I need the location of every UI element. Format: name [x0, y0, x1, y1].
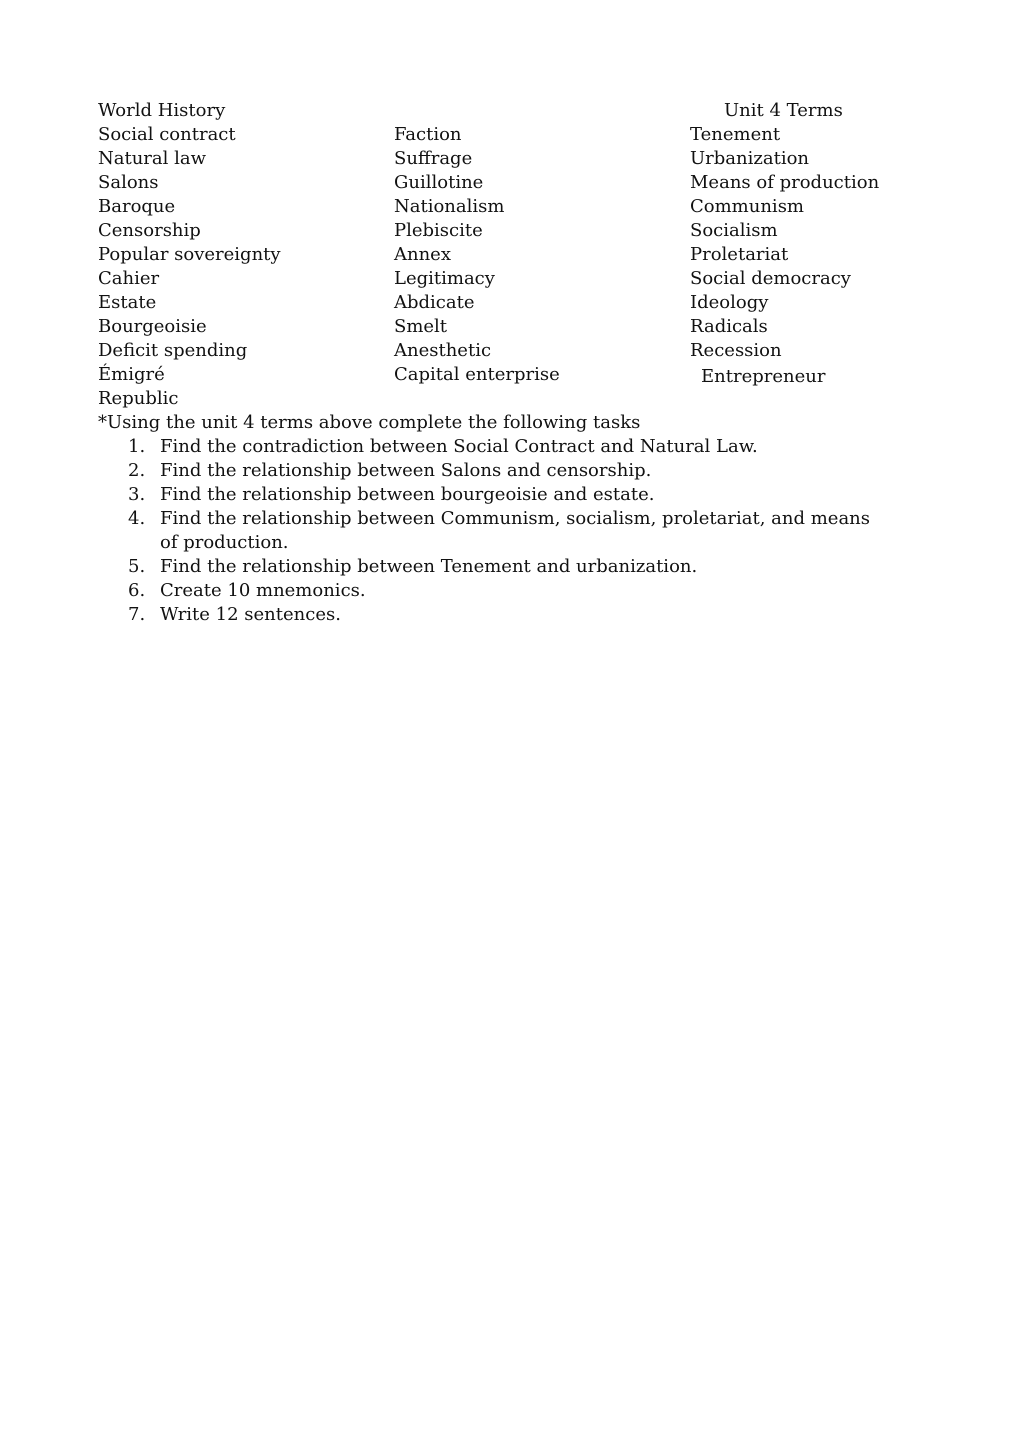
- term: Entrepreneur: [701, 366, 826, 387]
- term: Communism: [690, 196, 804, 217]
- term: Proletariat: [690, 244, 789, 265]
- term: Means of production: [690, 172, 880, 193]
- term: Legitimacy: [394, 268, 495, 289]
- course-title: World History: [98, 100, 226, 121]
- term: Socialism: [690, 220, 778, 241]
- task-number: 4.: [128, 508, 146, 529]
- task-list: [98, 435, 888, 627]
- task-item: [98, 603, 888, 627]
- task-item: [98, 483, 888, 507]
- task-number: 5.: [128, 556, 146, 577]
- term: Plebiscite: [394, 220, 483, 241]
- terms-column-1: [98, 123, 281, 411]
- term: Censorship: [98, 220, 201, 241]
- term: Suffrage: [394, 148, 473, 169]
- term: Recession: [690, 340, 782, 361]
- term: Capital enterprise: [394, 364, 560, 385]
- term: Republic: [98, 388, 179, 409]
- term: Cahier: [98, 268, 160, 289]
- task-number: 1.: [128, 436, 146, 457]
- term: Deficit spending: [98, 340, 248, 361]
- task-number: 7.: [128, 604, 146, 625]
- instructions: *Using the unit 4 terms above complete the following tasks: [98, 412, 641, 433]
- term: Ideology: [690, 292, 769, 313]
- term: Estate: [98, 292, 157, 313]
- term: Annex: [394, 244, 451, 265]
- term: Anesthetic: [394, 340, 492, 361]
- term: Social democracy: [690, 268, 851, 289]
- task-item: [98, 507, 888, 555]
- task-item: [98, 435, 888, 459]
- task-text: Find the relationship between Tenement and urbanization.: [160, 556, 698, 577]
- term: Popular sovereignty: [98, 244, 281, 265]
- term: Radicals: [690, 316, 768, 337]
- terms-column-2: [394, 123, 560, 387]
- unit-title: Unit 4 Terms: [724, 100, 843, 121]
- term: Faction: [394, 124, 462, 145]
- term: Urbanization: [690, 148, 810, 169]
- term: Guillotine: [394, 172, 484, 193]
- task-number: 2.: [128, 460, 146, 481]
- term: Tenement: [690, 124, 781, 145]
- terms-column-3: [690, 123, 879, 389]
- term: Abdicate: [394, 292, 475, 313]
- term: Bourgeoisie: [98, 316, 207, 337]
- term: Smelt: [394, 316, 448, 337]
- task-text: Create 10 mnemonics.: [160, 580, 366, 601]
- term: Baroque: [98, 196, 176, 217]
- term: Natural law: [98, 148, 207, 169]
- task-item: [98, 555, 888, 579]
- task-text: Find the contradiction between Social Contract and Natural Law.: [160, 436, 758, 457]
- task-number: 3.: [128, 484, 146, 505]
- task-text: Find the relationship between Salons and censorship.: [160, 460, 652, 481]
- term: Salons: [98, 172, 159, 193]
- task-item: [98, 579, 888, 603]
- term: Social contract: [98, 124, 236, 145]
- term: Émigré: [98, 364, 165, 385]
- task-text: Find the relationship between Communism, socialism, proletariat, and means of production.: [160, 508, 871, 553]
- task-text: Find the relationship between bourgeoisie and estate.: [160, 484, 655, 505]
- task-item: [98, 459, 888, 483]
- task-text: Write 12 sentences.: [160, 604, 341, 625]
- task-number: 6.: [128, 580, 146, 601]
- term: Nationalism: [394, 196, 505, 217]
